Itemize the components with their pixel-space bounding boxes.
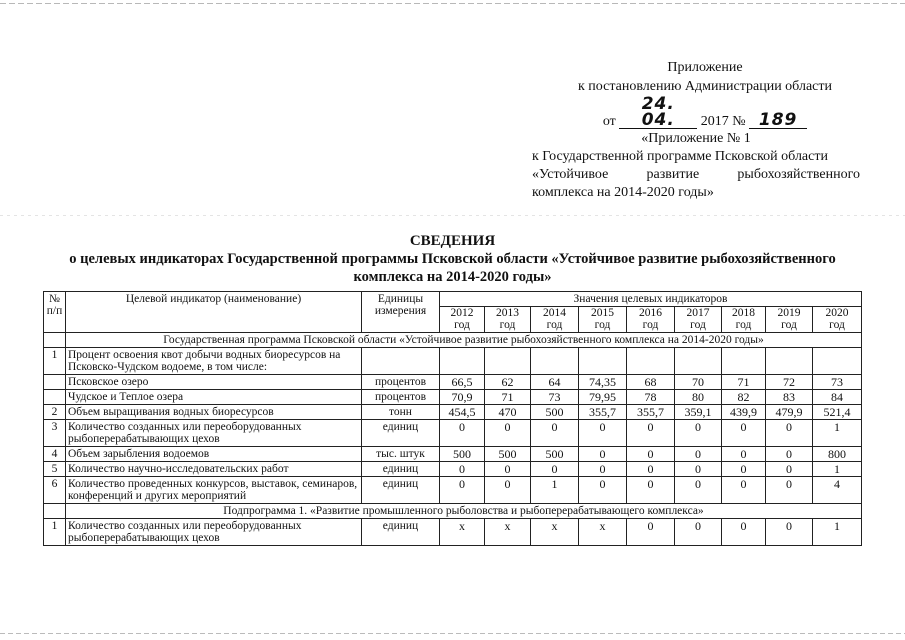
value-cell: 470 [485,405,531,420]
appendix-resolution: к постановлению Администрации области [578,79,832,94]
table-row [44,348,862,375]
value-cell: 0 [531,462,579,477]
value-cell: 500 [485,447,531,462]
value-cell: 82 [722,390,766,405]
unit-cell: единиц [362,420,440,447]
appendix-from: от [602,114,616,129]
table-row [44,462,862,477]
value-cell: 0 [485,462,531,477]
year-header: 2012 год [440,307,485,333]
value-cell: 0 [722,420,766,447]
value-cell: 74,35 [579,375,627,390]
appendix2-program-name [532,166,860,184]
value-cell: 0 [722,477,766,504]
table-row [44,375,862,390]
section-row [44,504,862,519]
row-num: 5 [44,462,66,477]
value-cell: 0 [579,462,627,477]
year-header: 2017 год [675,307,722,333]
value-cell: 66,5 [440,375,485,390]
unit-cell: процентов [362,390,440,405]
appendix2-word-2: развитие [646,167,700,182]
value-cell: 439,9 [722,405,766,420]
value-cell: 0 [579,420,627,447]
value-cell: х [440,519,485,546]
indicator-name: Процент освоения квот добычи водных биоресурсов на Псковско-Чудском водоеме, в том числе: [66,348,362,375]
appendix2-title: «Приложение № 1 [641,131,751,146]
unit-cell: процентов [362,375,440,390]
value-cell: 500 [531,447,579,462]
value-cell: 0 [675,462,722,477]
year-header: 2016 год [627,307,675,333]
value-cell: 0 [766,519,813,546]
row-num: 3 [44,420,66,447]
row-num: 4 [44,447,66,462]
indicators-table [43,291,862,546]
document-heading [30,232,875,286]
handwritten-date: 24. 04. [619,96,697,129]
col-indicator-header: Целевой индикатор (наименование) [66,292,362,333]
value-cell: 71 [722,375,766,390]
appendix-date-line [540,96,870,131]
value-cell: х [531,519,579,546]
table-header-row [44,292,862,307]
indicator-name: Количество проведенных конкурсов, выставок, семинаров, конференций и других мероприятий [66,477,362,504]
value-cell: 0 [722,447,766,462]
value-cell: 0 [440,477,485,504]
unit-cell: единиц [362,477,440,504]
appendix2-word-3: рыбохозяйственного [737,167,860,182]
value-cell: 0 [675,477,722,504]
value-cell [675,348,722,375]
indicator-name: Объем выращивания водных биоресурсов [66,405,362,420]
indicator-name: Количество созданных или переоборудованных рыбоперерабатывающих цехов [66,420,362,447]
table-row [44,405,862,420]
heading-subtitle: о целевых индикаторах Государственной программы Псковской области «Устойчивое развитие рыбохозяйственного [69,251,836,267]
value-cell: 72 [766,375,813,390]
indicator-name: Объем зарыбления водоемов [66,447,362,462]
indicator-name: Чудское и Теплое озера [66,390,362,405]
value-cell: 0 [766,420,813,447]
value-cell: 4 [813,477,862,504]
section-row [44,333,862,348]
scan-artifact-bottom [0,633,905,634]
value-cell: 1 [813,462,862,477]
value-cell: 68 [627,375,675,390]
value-cell [531,348,579,375]
value-cell: 0 [675,519,722,546]
col-num-header: № п/п [44,292,66,333]
value-cell: 0 [579,447,627,462]
value-cell [722,348,766,375]
row-num: 2 [44,405,66,420]
value-cell [579,348,627,375]
value-cell: х [579,519,627,546]
value-cell: 359,1 [675,405,722,420]
value-cell: 70,9 [440,390,485,405]
value-cell: 0 [531,420,579,447]
value-cell [766,348,813,375]
unit-cell: единиц [362,462,440,477]
value-cell: 0 [766,447,813,462]
year-header: 2020 год [813,307,862,333]
row-num: 1 [44,519,66,546]
value-cell: 73 [531,390,579,405]
value-cell: 0 [627,420,675,447]
value-cell: 83 [766,390,813,405]
appendix-year: 2017 [700,114,729,129]
year-header: 2015 год [579,307,627,333]
section-title: Государственная программа Псковской области «Устойчивое развитие рыбохозяйственного комплекса на 2014-2020 годы» [66,333,862,348]
indicator-name: Количество научно-исследовательских работ [66,462,362,477]
section-title: Подпрограмма 1. «Развитие промышленного рыболовства и рыбоперерабатывающего комплекса» [66,504,862,519]
year-header: 2013 год [485,307,531,333]
table-row [44,447,862,462]
row-num [44,375,66,390]
row-num: 1 [44,348,66,375]
scan-artifact-mid [0,215,905,216]
appendix2-program: к Государственной программе Псковской области [532,149,828,164]
value-cell: 355,7 [579,405,627,420]
value-cell: 0 [627,462,675,477]
heading-subtitle-cont: комплекса на 2014-2020 годы» [353,269,552,285]
col-values-header: Значения целевых индикаторов [440,292,862,307]
value-cell: 0 [485,420,531,447]
value-cell [627,348,675,375]
value-cell: 0 [722,462,766,477]
indicator-name: Псковское озеро [66,375,362,390]
year-header: 2018 год [722,307,766,333]
appendix-num-sign: № [732,114,746,129]
value-cell: 79,95 [579,390,627,405]
handwritten-number: 189 [749,112,807,129]
table-row [44,390,862,405]
value-cell: 80 [675,390,722,405]
value-cell: 84 [813,390,862,405]
value-cell [485,348,531,375]
section-num-cell [44,333,66,348]
value-cell: 0 [627,477,675,504]
value-cell: 70 [675,375,722,390]
col-unit-header: Единицы измерения [362,292,440,333]
value-cell: 1 [531,477,579,504]
year-header: 2019 год [766,307,813,333]
value-cell: 62 [485,375,531,390]
appendix-title: Приложение [667,60,743,75]
value-cell: 0 [722,519,766,546]
table-row [44,519,862,546]
scan-artifact-top [0,3,905,4]
section-num-cell [44,504,66,519]
value-cell: 500 [440,447,485,462]
value-cell: 0 [440,420,485,447]
indicator-name: Количество созданных или переоборудованных рыбоперерабатывающих цехов [66,519,362,546]
appendix2-word-1: «Устойчивое [532,167,609,182]
value-cell: 800 [813,447,862,462]
value-cell: 479,9 [766,405,813,420]
value-cell: 71 [485,390,531,405]
row-num [44,390,66,405]
value-cell: 0 [579,477,627,504]
value-cell: 500 [531,405,579,420]
value-cell: 78 [627,390,675,405]
unit-cell: единиц [362,519,440,546]
row-num: 6 [44,477,66,504]
unit-cell: тыс. штук [362,447,440,462]
value-cell: 454,5 [440,405,485,420]
value-cell: 73 [813,375,862,390]
unit-cell [362,348,440,375]
table-row [44,420,862,447]
value-cell: 0 [440,462,485,477]
value-cell: 521,4 [813,405,862,420]
value-cell: 0 [627,519,675,546]
value-cell: 1 [813,519,862,546]
appendix2-program-period: комплекса на 2014-2020 годы» [532,185,714,200]
value-cell: 0 [766,462,813,477]
value-cell: 0 [675,447,722,462]
heading-title: СВЕДЕНИЯ [409,233,496,249]
value-cell: х [485,519,531,546]
value-cell [813,348,862,375]
value-cell: 0 [766,477,813,504]
unit-cell: тонн [362,405,440,420]
value-cell: 1 [813,420,862,447]
appendix2-block [532,130,860,202]
value-cell [440,348,485,375]
value-cell: 355,7 [627,405,675,420]
value-cell: 0 [627,447,675,462]
value-cell: 0 [675,420,722,447]
table-row [44,477,862,504]
year-header: 2014 год [531,307,579,333]
value-cell: 0 [485,477,531,504]
appendix-block [540,58,870,131]
value-cell: 64 [531,375,579,390]
